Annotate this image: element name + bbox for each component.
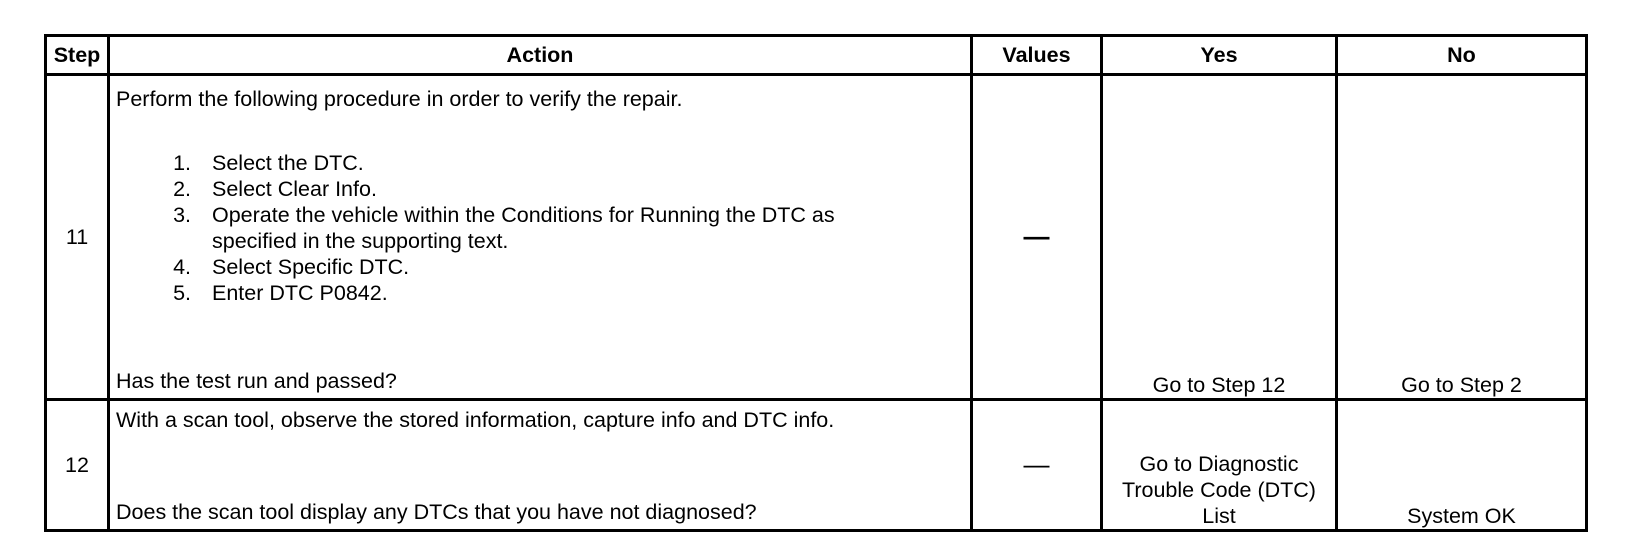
action-cell bbox=[109, 75, 972, 400]
procedure-item-text: Select the DTC. bbox=[212, 151, 364, 175]
procedure-item-text: Operate the vehicle within the Conditions for Running the DTC as specified in the supporting text. bbox=[212, 203, 835, 253]
step-number: 11 bbox=[46, 75, 109, 400]
values-dash: — bbox=[1023, 449, 1050, 479]
header-step: Step bbox=[46, 36, 109, 75]
table-row-step-11 bbox=[46, 75, 1587, 400]
action-cell bbox=[109, 400, 972, 531]
procedure-item-number: 2. bbox=[173, 177, 191, 201]
procedure-item-text: Select Clear Info. bbox=[212, 177, 377, 201]
procedure-item bbox=[110, 280, 912, 306]
values-cell bbox=[972, 400, 1102, 531]
procedure-item-number: 1. bbox=[173, 151, 191, 175]
yes-link-go-to-step-12[interactable]: Go to Step 12 bbox=[1102, 75, 1337, 400]
yes-link-dtc-list[interactable]: Go to Diagnostic Trouble Code (DTC) List bbox=[1102, 400, 1337, 531]
header-row bbox=[46, 36, 1587, 75]
action-question: Does the scan tool display any DTCs that you have not diagnosed? bbox=[116, 500, 757, 524]
no-result-system-ok: System OK bbox=[1337, 400, 1587, 531]
procedure-item bbox=[110, 254, 912, 280]
table-row-step-12 bbox=[46, 400, 1587, 531]
diagnostic-table bbox=[44, 34, 1588, 532]
procedure-list bbox=[110, 150, 912, 306]
header-values: Values bbox=[972, 36, 1102, 75]
step-number: 12 bbox=[46, 400, 109, 531]
procedure-item-text: Enter DTC P0842. bbox=[212, 281, 388, 305]
header-no: No bbox=[1337, 36, 1587, 75]
action-question: Has the test run and passed? bbox=[116, 369, 397, 393]
procedure-item-text: Select Specific DTC. bbox=[212, 255, 410, 279]
action-intro: Perform the following procedure in order to verify the repair. bbox=[116, 87, 683, 111]
procedure-item bbox=[110, 202, 912, 254]
values-dash: — bbox=[1023, 221, 1050, 251]
values-cell bbox=[972, 75, 1102, 400]
procedure-item-number: 5. bbox=[173, 281, 191, 305]
procedure-item bbox=[110, 150, 912, 176]
header-action: Action bbox=[109, 36, 972, 75]
procedure-item-number: 4. bbox=[173, 255, 191, 279]
procedure-item-number: 3. bbox=[173, 203, 191, 227]
header-yes: Yes bbox=[1102, 36, 1337, 75]
action-intro: With a scan tool, observe the stored information, capture info and DTC info. bbox=[116, 408, 835, 432]
procedure-item bbox=[110, 176, 912, 202]
no-link-go-to-step-2[interactable]: Go to Step 2 bbox=[1337, 75, 1587, 400]
